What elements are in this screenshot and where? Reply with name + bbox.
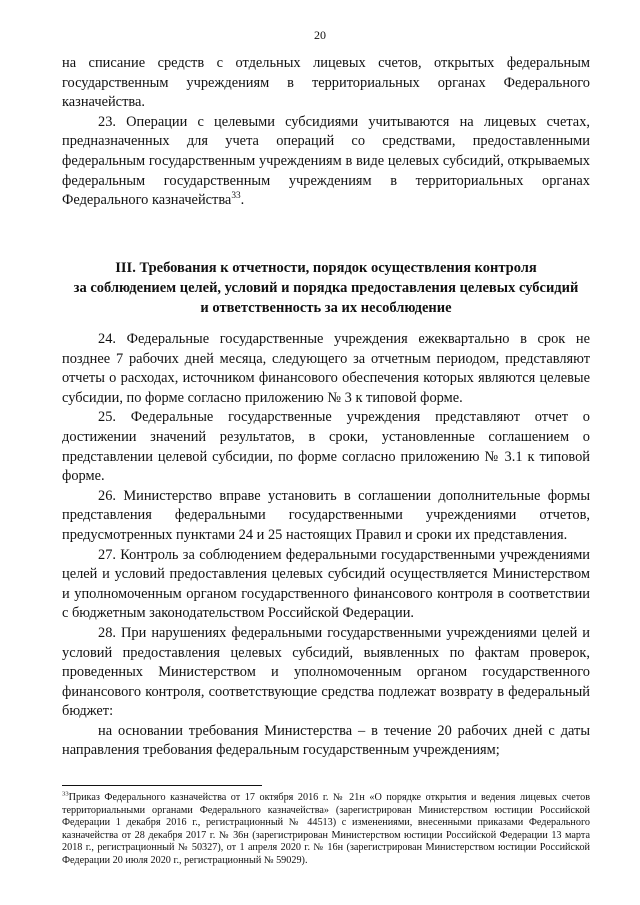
paragraph-28-subitem: на основании требования Министерства – в течение 20 рабочих дней с даты направления требования федеральным государственным учреждениям;: [62, 722, 590, 759]
paragraph-28: 28. При нарушениях федеральными государственными учреждениями целей и условий предоставления целевых субсидий, выявленных по фактам проверок, проведенных Министерством и уполномоченным органом государственного финансового контроля, соответствующие средства подлежат возврату в федеральный бюджет:: [62, 624, 590, 720]
page-number: 20: [314, 28, 326, 42]
footnote-text: Приказ Федерального казначейства от 17 октября 2016 г. № 21н «О порядке открытия и ведения лицевых счетов территориальными органами Федерального казначейства» (зарегистрирован Министерством юстиции Российской Федерации 1 декабря 2016 г., регистрационный № 44513) с изменениями, внесенными приказами Федерального казначейства от 28 декабря 2017 г. № 36н (зарегистрирован Министерством юстиции Российской Федерации 13 марта 2018 г., регистрационный № 50327), от 1 апреля 2020 г. № 16н (зарегистрирован Министерством юстиции Российской Федерации 20 июля 2020 г., регистрационный № 59029).: [62, 792, 590, 866]
continuation-paragraph: на списание средств с отдельных лицевых счетов, открытых федеральным государственным учреждениям в территориальных органах Федерального казначейства.: [62, 55, 590, 111]
paragraph-25: 25. Федеральные государственные учреждения представляют отчет о достижении значений результатов, в сроки, установленные соглашением о представлении целевой субсидии, по форме согласно приложению № 3.1 к типовой форме.: [62, 409, 590, 485]
section-heading-line-1: III. Требования к отчетности, порядок осуществления контроля: [115, 260, 537, 276]
footnote-divider: [62, 785, 262, 786]
paragraph-27: 27. Контроль за соблюдением федеральными государственными учреждениями целей и условий предоставления целевых субсидий осуществляется Министерством и уполномоченным органом государственного финансового контроля в соответствии с бюджетным законодательством Российской Федерации.: [62, 546, 590, 622]
paragraph-23: [62, 113, 590, 211]
paragraph-23-end: .: [240, 192, 245, 209]
paragraph-24: 24. Федеральные государственные учреждения ежеквартально в срок не позднее 7 рабочих дней месяца, следующего за отчетным периодом, представляют отчеты о расходах, источником финансового обеспечения которых являются целевые субсидии, по форме согласно приложению № 3 к типовой форме.: [62, 331, 590, 406]
section-heading: [54, 259, 598, 318]
paragraph-23-text: 23. Операции с целевыми субсидиями учитываются на лицевых счетах, предназначенных для учета операций со средствами, предоставленными федеральным государственным учреждениям в виде целевых субсидий, открываемых федеральным государственным учреждениям в территориальных органах Федерального казначейства: [62, 113, 590, 209]
paragraph-26: 26. Министерство вправе установить в соглашении дополнительные формы представления федеральными государственными учреждениями отчетов, предусмотренных пунктами 24 и 25 настоящих Правил и сроки их представления.: [62, 487, 590, 543]
section-heading-line-3: и ответственность за их несоблюдение: [200, 299, 452, 316]
footnote-ref-33[interactable]: 33: [231, 191, 241, 202]
footnote-33: [62, 792, 590, 868]
top-paragraphs: [62, 54, 590, 211]
section-heading-line-2: за соблюдением целей, условий и порядка предоставления целевых субсидий: [73, 279, 579, 296]
footnote-marker: 33: [62, 790, 69, 798]
body-paragraphs: [62, 330, 590, 761]
